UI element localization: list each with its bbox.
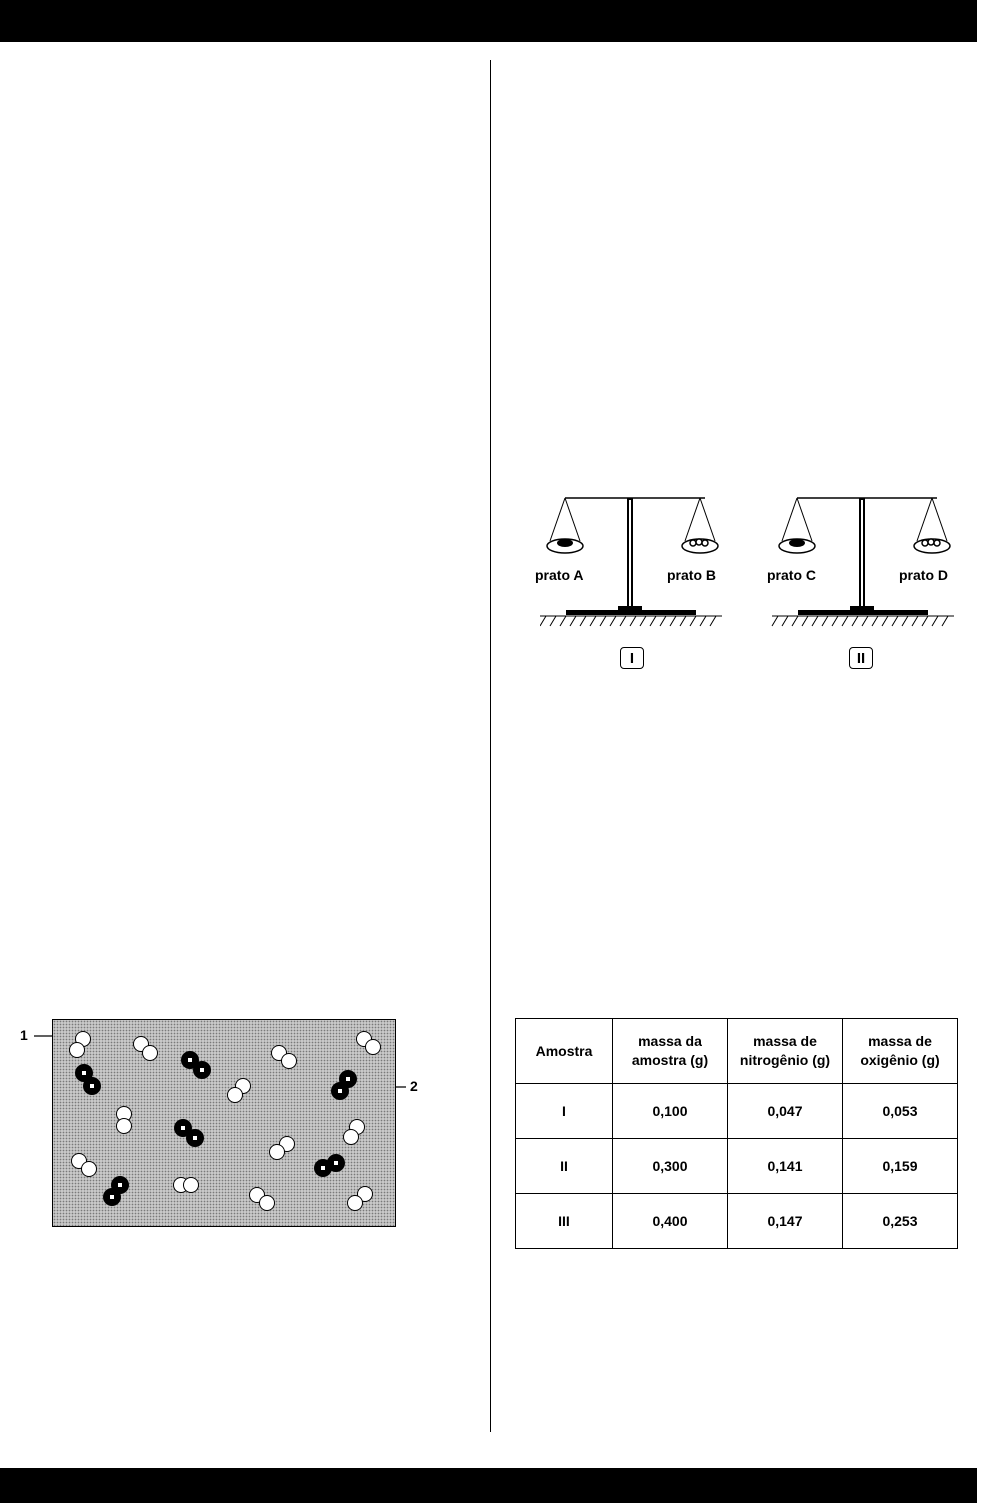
balance-figure xyxy=(540,495,980,635)
pan-a-label: prato A xyxy=(535,567,584,583)
footer-bar xyxy=(0,1468,977,1503)
header-amostra: Amostra xyxy=(516,1019,613,1084)
pan-d-label: prato D xyxy=(899,567,948,583)
table-row xyxy=(516,1194,958,1249)
table-row xyxy=(516,1139,958,1194)
header-bar xyxy=(0,0,977,42)
pan-b-label: prato B xyxy=(667,567,716,583)
figure-label-1: 1 xyxy=(20,1027,28,1043)
figure-label-2: 2 xyxy=(410,1078,418,1094)
header-massa-nitrogenio: massa de nitrogênio (g) xyxy=(728,1019,843,1084)
table-row xyxy=(516,1084,958,1139)
table-cell: 0,159 xyxy=(843,1139,958,1194)
table-cell: 0,047 xyxy=(728,1084,843,1139)
balance-ii xyxy=(772,498,954,626)
balance-ii-label: II xyxy=(849,647,873,669)
table-cell: 0,253 xyxy=(843,1194,958,1249)
table-cell: 0,147 xyxy=(728,1194,843,1249)
balance-i xyxy=(540,498,722,626)
table-cell: 0,300 xyxy=(613,1139,728,1194)
sample-mass-table xyxy=(515,1018,958,1249)
header-massa-amostra: massa da amostra (g) xyxy=(613,1019,728,1084)
table-cell: 0,400 xyxy=(613,1194,728,1249)
table-cell: 0,100 xyxy=(613,1084,728,1139)
pan-c-label: prato C xyxy=(767,567,816,583)
molecule-container-figure xyxy=(52,1019,396,1227)
table-cell: 0,141 xyxy=(728,1139,843,1194)
balance-i-label: I xyxy=(620,647,644,669)
table-cell: II xyxy=(516,1139,613,1194)
column-divider xyxy=(490,60,491,1432)
table-cell: I xyxy=(516,1084,613,1139)
table-cell: 0,053 xyxy=(843,1084,958,1139)
table-header-row xyxy=(516,1019,958,1084)
header-massa-oxigenio: massa de oxigênio (g) xyxy=(843,1019,958,1084)
table-cell: III xyxy=(516,1194,613,1249)
